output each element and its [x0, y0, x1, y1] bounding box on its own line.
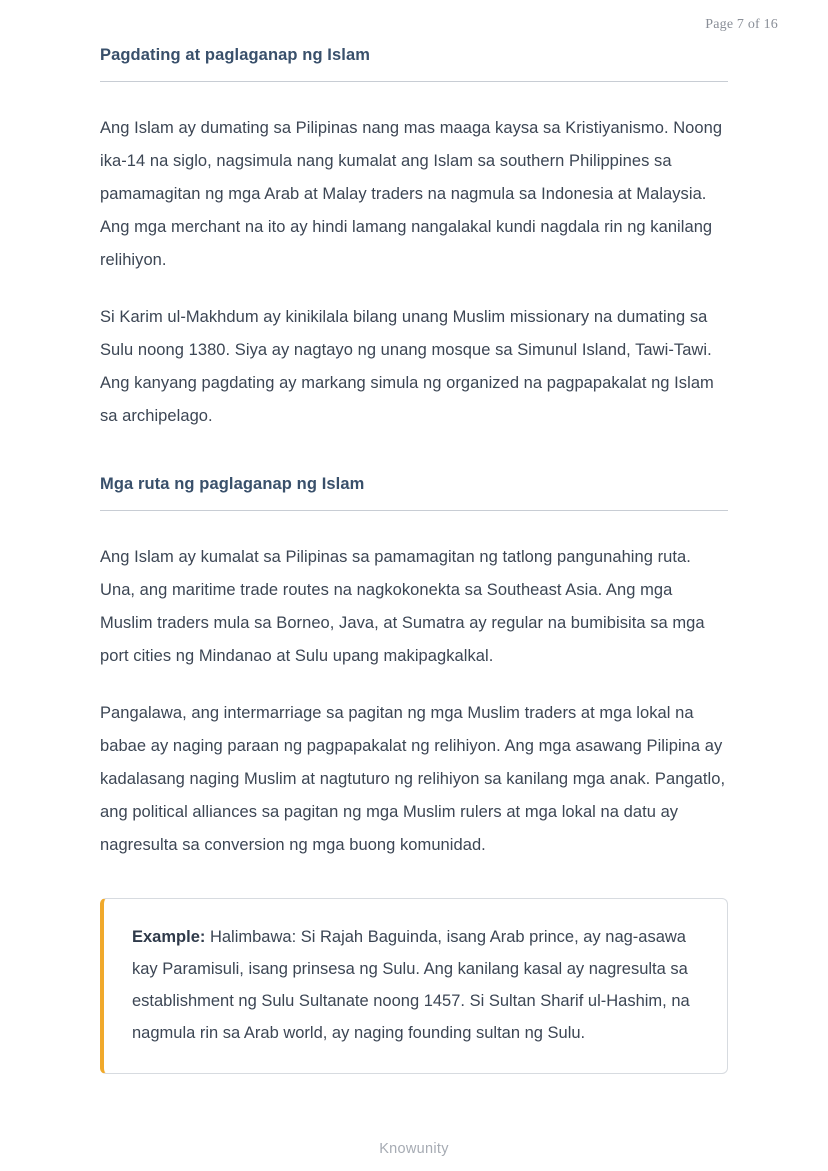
section-divider-2: [100, 510, 728, 511]
section-title-2: Mga ruta ng paglaganap ng Islam: [100, 475, 365, 493]
example-callout: [100, 898, 728, 1074]
paragraph: Ang Islam ay dumating sa Pilipinas nang mas maaga kaysa sa Kristiyanismo. Noong ika-14 na siglo, nagsimula nang kumalat ang Islam sa southern Philippines sa pamamagitan ng mga Arab at Malay traders na nagmula sa Indonesia at Malaysia. Ang mga merchant na ito ay hindi lamang nangalakal kundi nagdala rin ng kanilang relihiyon.: [100, 119, 723, 269]
section-divider-1: [100, 81, 728, 82]
example-text: [132, 921, 699, 1049]
page-content: [100, 46, 728, 1074]
footer-brand: Knowunity: [379, 1141, 449, 1157]
section-title-1: Pagdating at paglaganap ng Islam: [100, 46, 370, 64]
paragraph: Pangalawa, ang intermarriage sa pagitan ng mga Muslim traders at mga lokal na babae ay naging paraan ng pagpapakalat ng relihiyon. Ang mga asawang Pilipina ay kadalasang naging Muslim at nagtuturo ng relihiyon sa kanilang mga anak. Pangatlo, ang political alliances sa pagitan ng mga Muslim rulers at mga lokal na datu ay nagresulta sa conversion ng mga buong komunidad.: [100, 704, 726, 854]
paragraph: Ang Islam ay kumalat sa Pilipinas sa pamamagitan ng tatlong pangunahing ruta. Una, ang maritime trade routes na nagkokonekta sa Southeast Asia. Ang mga Muslim traders mula sa Borneo, Java, at Sumatra ay regular na bumibisita sa mga port cities ng Mindanao at Sulu upang makipagkalkal.: [100, 548, 705, 665]
example-body: Halimbawa: Si Rajah Baguinda, isang Arab prince, ay nag-asawa kay Paramisuli, isang prinsesa ng Sulu. Ang kanilang kasal ay nagresulta sa establishment ng Sulu Sultanate noong 1457. Si Sultan Sharif ul-Hashim, na nagmula rin sa Arab world, ay naging founding sultan ng Sulu.: [132, 928, 690, 1042]
page-number: Page 7 of 16: [705, 17, 778, 32]
section-spacer: [100, 457, 728, 475]
example-label: Example:: [132, 928, 206, 946]
paragraph: Si Karim ul-Makhdum ay kinikilala bilang unang Muslim missionary na dumating sa Sulu noong 1380. Siya ay nagtayo ng unang mosque sa Simunul Island, Tawi-Tawi. Ang kanyang pagdating ay markang simula ng organized na pagpapakalat ng Islam sa archipelago.: [100, 308, 714, 425]
